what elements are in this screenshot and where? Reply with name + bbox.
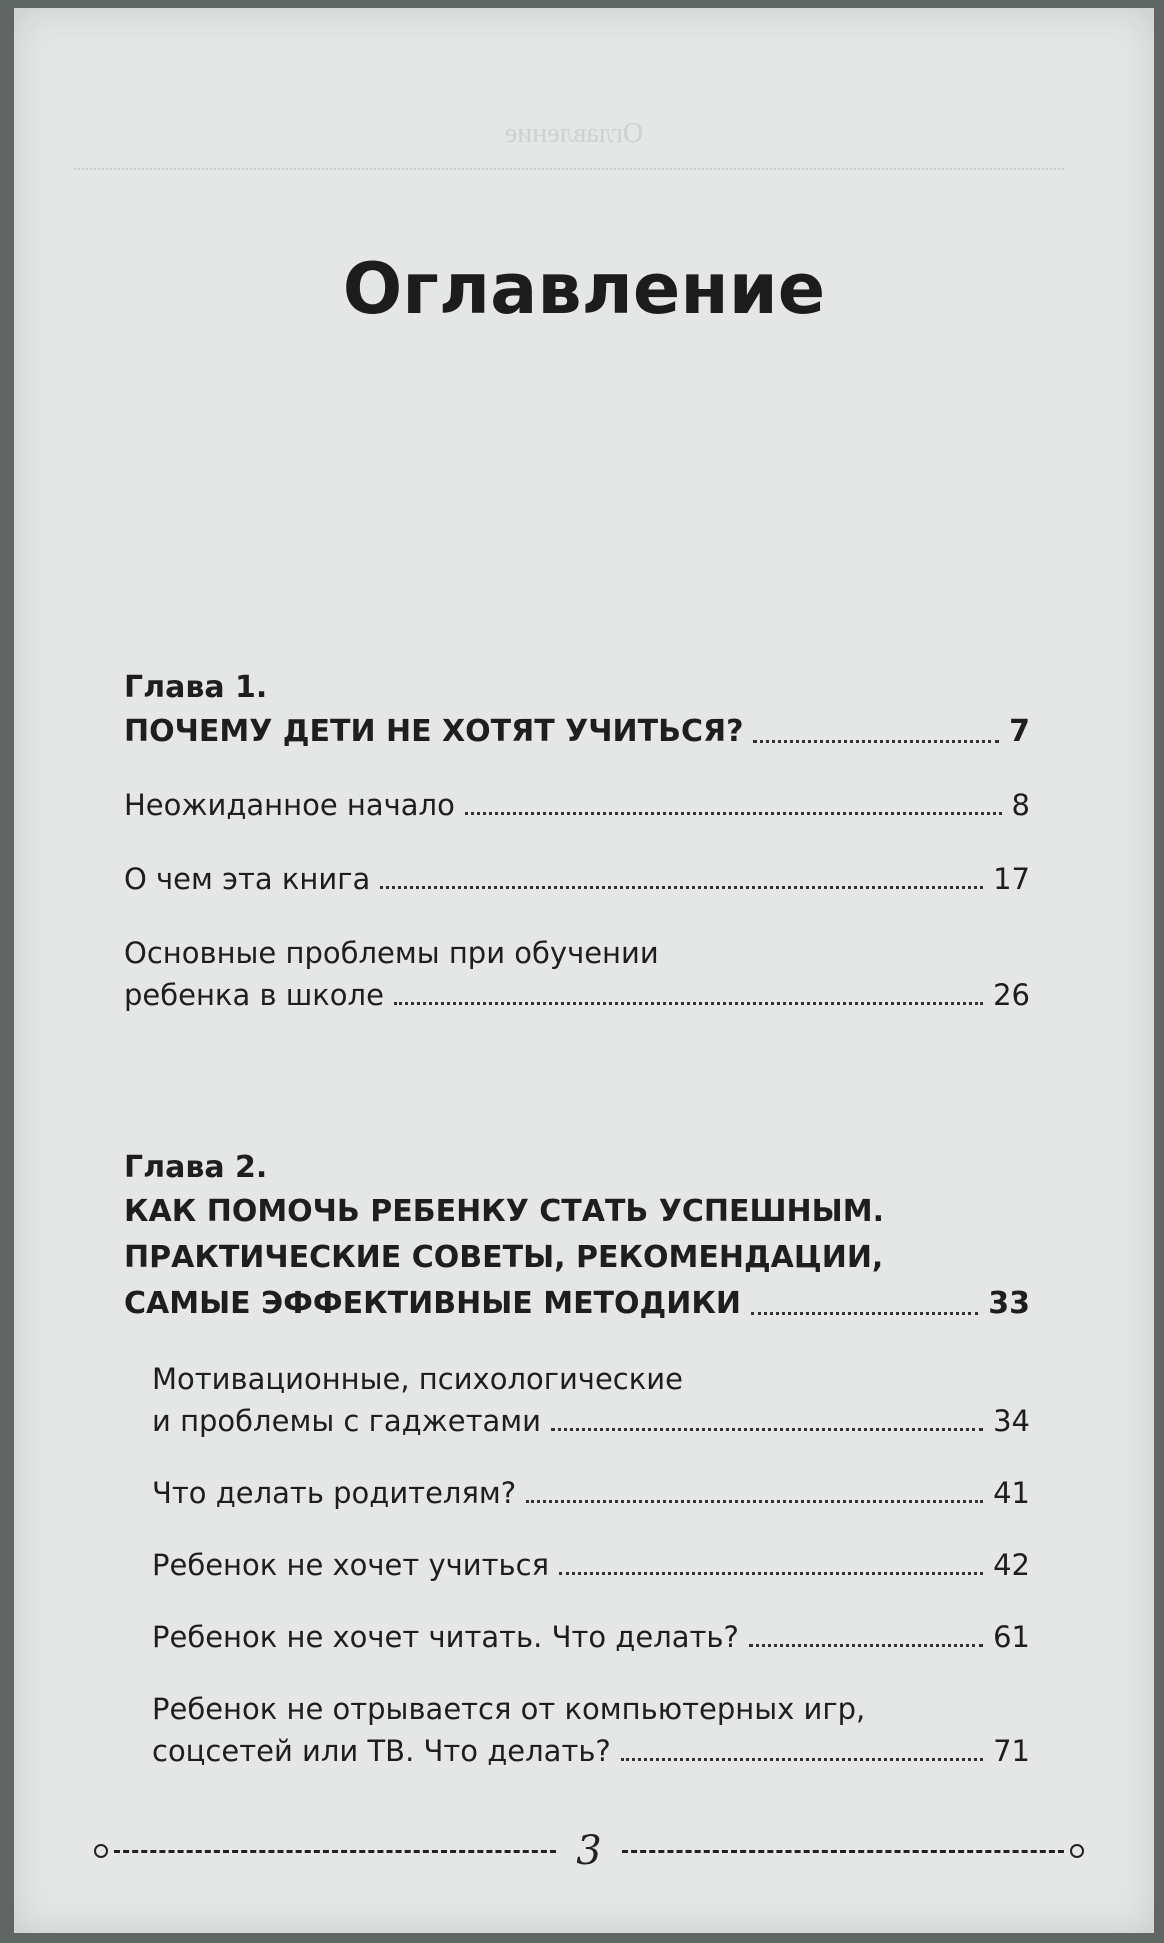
dot-leader: [465, 812, 1002, 815]
chapter-2-title-entry[interactable]: [124, 1190, 1030, 1326]
table-of-contents: [124, 668, 1030, 1772]
toc-entry[interactable]: [124, 784, 1030, 826]
dot-leader: [749, 1644, 983, 1647]
footer-dashed-rule: [114, 1850, 556, 1853]
chapter-2: [124, 1148, 1030, 1772]
toc-entry-page-number: 61: [993, 1620, 1030, 1654]
toc-entry-line: [124, 974, 1030, 1016]
toc-entry[interactable]: [152, 1616, 1030, 1658]
toc-entry-line: [152, 1358, 1030, 1400]
footer-dashed-rule: [622, 1850, 1064, 1853]
toc-entry-page-number: 17: [993, 862, 1030, 896]
toc-entry[interactable]: [152, 1472, 1030, 1514]
toc-entry-line: [152, 1688, 1030, 1730]
footer-ornament-circle-icon: [1070, 1844, 1084, 1858]
dot-leader: [394, 1002, 983, 1005]
dot-leader: [621, 1758, 983, 1761]
chapter-2-title-line: [124, 1236, 1030, 1280]
toc-entry-page-number: 8: [1011, 788, 1030, 822]
dot-leader: [559, 1572, 983, 1575]
toc-entry-text-line-2: ребенка в школе: [124, 978, 384, 1012]
toc-entry-line: [152, 1400, 1030, 1442]
toc-entry-line: [152, 1730, 1030, 1772]
dot-leader: [380, 886, 983, 889]
chapter-2-entries: [124, 1358, 1030, 1772]
chapter-2-title-line-2: ПРАКТИЧЕСКИЕ СОВЕТЫ, РЕКОМЕНДАЦИИ,: [124, 1240, 884, 1275]
toc-entry-text-line-1: Основные проблемы при обучении: [124, 936, 659, 970]
chapter-2-label: Глава 2.: [124, 1150, 268, 1185]
toc-entry-text-line-2: соцсетей или ТВ. Что делать?: [152, 1734, 611, 1768]
toc-entry-text-line-1: Мотивационные, психологические: [152, 1362, 683, 1396]
chapter-2-title-line-1: КАК ПОМОЧЬ РЕБЕНКУ СТАТЬ УСПЕШНЫМ.: [124, 1194, 884, 1229]
toc-entry[interactable]: [152, 1544, 1030, 1586]
chapter-2-title-line-3: САМЫЕ ЭФФЕКТИВНЫЕ МЕТОДИКИ: [124, 1286, 741, 1321]
page-number: 3: [576, 1828, 602, 1874]
chapter-2-title-line: [124, 1190, 1030, 1234]
toc-entry-line: [124, 932, 1030, 974]
toc-entry[interactable]: [124, 932, 1030, 1016]
bleed-through-rule: [74, 168, 1064, 170]
chapter-1-title: ПОЧЕМУ ДЕТИ НЕ ХОТЯТ УЧИТЬСЯ?: [124, 714, 744, 749]
toc-entry-text: О чем эта книга: [124, 862, 371, 896]
toc-entry-text: Что делать родителям?: [152, 1476, 517, 1510]
toc-entry-page-number: 42: [993, 1548, 1030, 1582]
dot-leader: [753, 740, 999, 743]
toc-entry-text: Ребенок не хочет учиться: [152, 1548, 550, 1582]
bleed-through-running-title: Оглавление: [504, 118, 644, 149]
chapter-1-title-entry[interactable]: [124, 710, 1030, 754]
page-footer: [94, 1828, 1084, 1874]
dot-leader: [551, 1428, 983, 1431]
page-title: Оглавление: [342, 248, 826, 330]
toc-entry[interactable]: [152, 1688, 1030, 1772]
toc-entry-page-number: 71: [993, 1734, 1030, 1768]
chapter-1-page-number: 7: [1009, 714, 1030, 749]
dot-leader: [526, 1500, 983, 1503]
toc-entry-page-number: 41: [993, 1476, 1030, 1510]
toc-entry-page-number: 26: [993, 978, 1030, 1012]
chapter-2-title-line: [124, 1282, 1030, 1326]
toc-entry-text: Неожиданное начало: [124, 788, 455, 822]
chapter-1-label: Глава 1.: [124, 670, 268, 705]
chapter-1: [124, 668, 1030, 1016]
dot-leader: [751, 1312, 978, 1315]
toc-entry[interactable]: [124, 858, 1030, 900]
book-page: [14, 8, 1154, 1933]
toc-entry-text: Ребенок не хочет читать. Что делать?: [152, 1620, 739, 1654]
toc-entry-text-line-1: Ребенок не отрывается от компьютерных игр,: [152, 1692, 866, 1726]
footer-ornament-circle-icon: [94, 1844, 108, 1858]
toc-entry[interactable]: [152, 1358, 1030, 1442]
chapter-2-page-number: 33: [988, 1286, 1030, 1321]
toc-entry-page-number: 34: [993, 1404, 1030, 1438]
toc-entry-text-line-2: и проблемы с гаджетами: [152, 1404, 542, 1438]
